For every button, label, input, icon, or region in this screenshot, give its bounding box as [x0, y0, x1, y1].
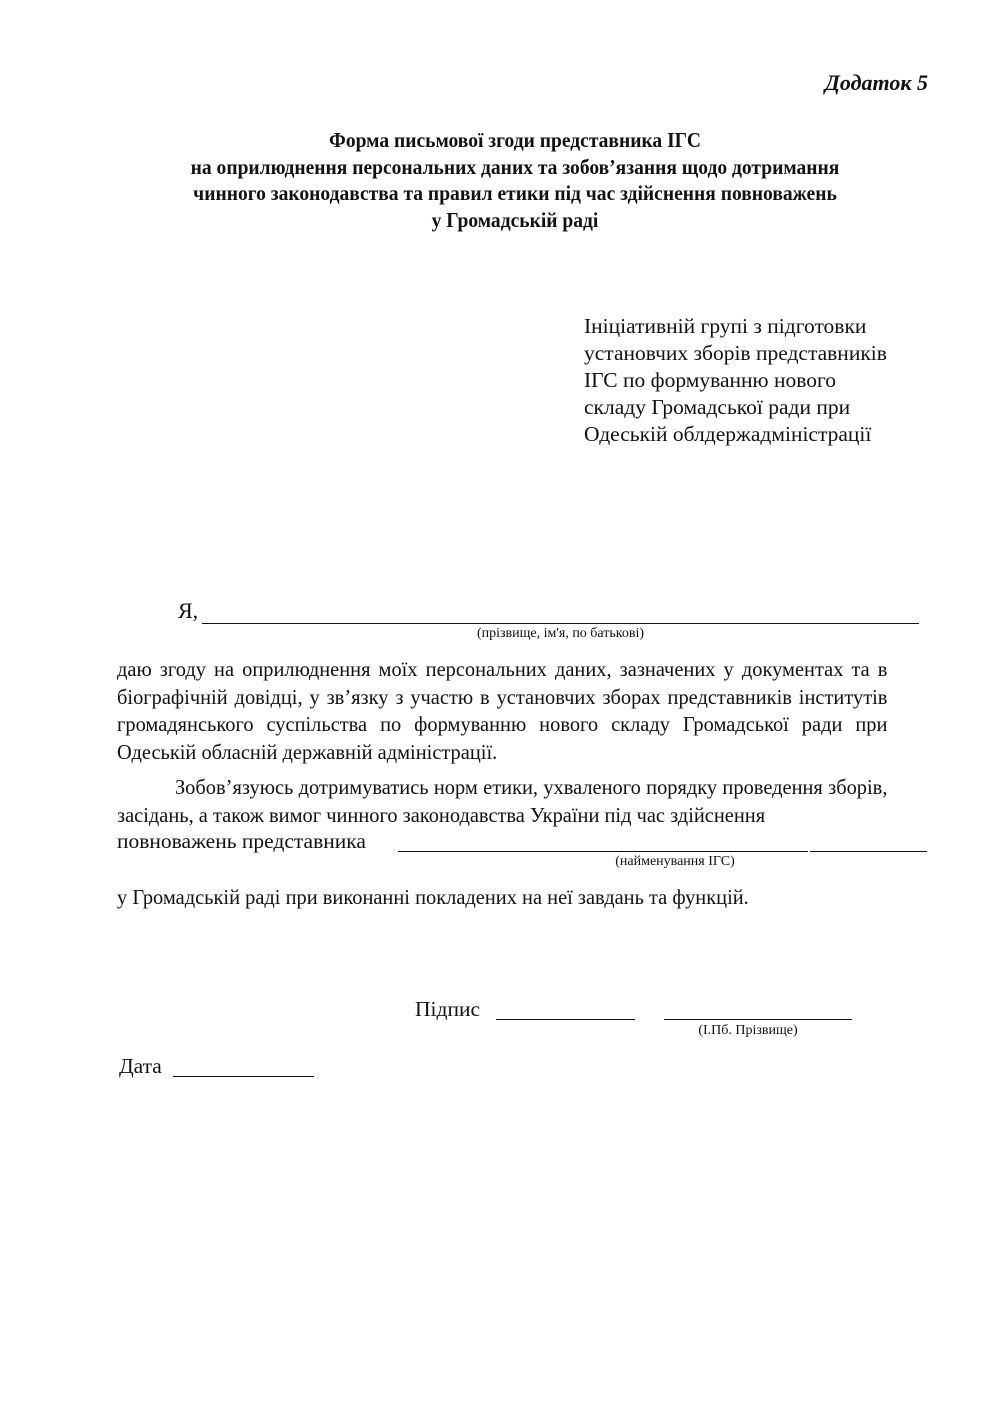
consent-paragraph: [117, 656, 887, 766]
obligation-paragraph: [117, 774, 887, 829]
organization-hint: (найменування ІГС): [615, 854, 735, 869]
addressee-block: [584, 313, 887, 448]
consent-text: даю згоду на оприлюднення моїх персональних даних, зазначених у документах та в біографічній довідці, у зв’язку з участю в установчих зборах представників інститутів громадянського суспільства по формуванню нового складу Громадської ради при Одеській обласній державній адміністрації.: [117, 657, 888, 764]
addressee-line-4: складу Громадської ради при: [584, 395, 851, 419]
obligation-end-text: у Громадській раді при виконанні покладених на неї завдань та функцій.: [117, 885, 749, 909]
signature-label: Підпис: [415, 997, 480, 1021]
addressee-line-2: установчих зборів представників: [584, 341, 887, 365]
title-line-3: чинного законодавства та правил етики під час здійснення повноважень: [193, 181, 837, 205]
title-line-4: у Громадській раді: [431, 207, 599, 232]
name-prefix: Я,: [178, 598, 199, 623]
form-title: [129, 127, 901, 233]
representative-prefix: повноважень представника: [117, 829, 366, 853]
addressee-line-5: Одеській облдержадміністрації: [584, 422, 872, 446]
signer-name-blank-line[interactable]: [664, 999, 852, 1020]
signature-blank-line[interactable]: [496, 999, 635, 1020]
addressee-line-1: Ініціативній групі з підготовки: [584, 314, 867, 338]
date-blank-line[interactable]: [173, 1056, 314, 1077]
organization-blank-line-extension[interactable]: [810, 831, 927, 852]
title-line-2: на оприлюднення персональних даних та зобов’язання щодо дотримання: [190, 154, 840, 179]
signer-name-hint: (І.Пб. Прізвище): [698, 1023, 798, 1038]
obligation-text: Зобов’язуюсь дотримуватись норм етики, ухваленого порядку проведення зборів, засідань, а також вимог чинного законодавства України під час здійснення: [117, 775, 888, 827]
title-line-1: Форма письмової згоди представника ІГС: [329, 128, 701, 152]
name-hint: (прізвище, ім'я, по батькові): [476, 626, 645, 641]
name-blank-line[interactable]: [202, 601, 919, 624]
organization-blank-line[interactable]: [398, 831, 808, 852]
date-label: Дата: [119, 1054, 162, 1078]
addressee-line-3: ІГС по формуванню нового: [584, 368, 837, 392]
appendix-label: Додаток 5: [824, 70, 928, 95]
